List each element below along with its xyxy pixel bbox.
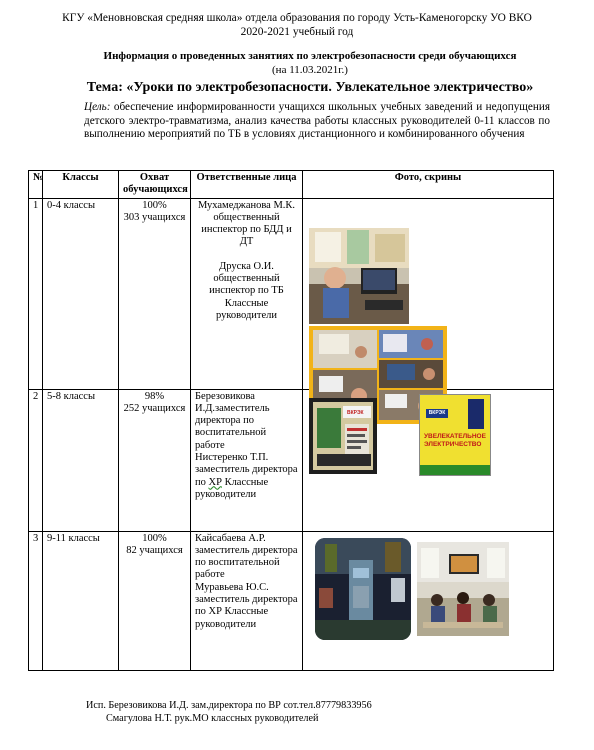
coverage-pct: 100% <box>142 199 167 211</box>
row-num: 3 <box>29 531 43 670</box>
goal-paragraph <box>84 101 550 142</box>
col-header-classes: Классы <box>43 171 119 199</box>
coverage-count: 82 учащихся <box>126 544 183 556</box>
poster-bottom-bar <box>420 465 490 475</box>
coverage-pct: 100% <box>142 532 167 544</box>
footer-methodist: Смагулова Н.Т. рук.МО классных руководителей <box>106 713 319 724</box>
coverage-count: 252 учащихся <box>123 402 186 414</box>
info-title: Информация о проведенных занятиях по электробезопасности среди обучающихся <box>103 50 517 62</box>
responsible-b-text: Нистеренко Т.П. заместитель директора по <box>195 452 298 488</box>
coverage-pct: 98% <box>144 390 165 402</box>
col-header-photos: Фото, скрины <box>303 171 554 199</box>
poster-logo: ВКРЭК <box>426 409 448 418</box>
goal-label: Цель: <box>84 101 111 113</box>
row-photos <box>303 198 554 389</box>
table-row <box>29 198 554 389</box>
poster-bolt <box>468 399 484 429</box>
responsible-a: Березовикова И.Д.заместитель директора по воспитательной работе <box>195 390 270 451</box>
topic-title: Тема: «Уроки по электробезопасности. Увлекательное электричество» <box>86 80 534 95</box>
responsible-a: Мухамеджанова М.К. общественный инспектор по БДД и ДТ <box>197 199 296 248</box>
footer-executor: Исп. Березовикова И.Д. зам.директора по ВР сот.тел.87779833956 <box>86 700 372 711</box>
school-header: КГУ «Меновновская средняя школа» отдела образования по городу Усть-Каменогорску УО ВКО <box>62 12 532 24</box>
classroom-students-photo <box>417 542 509 636</box>
responsible-b-dept: ХР <box>208 476 222 488</box>
row-responsible <box>191 198 303 389</box>
school-year: 2020-2021 учебный год <box>240 26 354 38</box>
row-photos <box>303 389 554 531</box>
electricity-poster <box>419 394 491 476</box>
col-header-num: № <box>29 171 43 199</box>
row-num: 1 <box>29 198 43 389</box>
row-classes: 0-4 классы <box>43 198 119 389</box>
events-table <box>28 170 554 671</box>
row-photos <box>303 531 554 670</box>
coverage-count: 303 учащихся <box>123 211 186 223</box>
row-classes: 9-11 классы <box>43 531 119 670</box>
presentation-screenshot <box>309 398 377 474</box>
table-header-row <box>29 171 554 199</box>
table-row <box>29 389 554 531</box>
row-classes: 5-8 классы <box>43 389 119 531</box>
row-num: 2 <box>29 389 43 531</box>
poster-title: УВЕЛЕКАТЕЛЬНОЕ ЭЛЕКТРИЧЕСТВО <box>424 432 486 448</box>
info-date: (на 11.03.2021г.) <box>272 64 348 76</box>
responsible-b <box>195 452 298 501</box>
table-row <box>29 531 554 670</box>
row-coverage <box>119 531 191 670</box>
responsible-a: Кайсабаева А.Р. заместитель директора по воспитательной работе <box>195 532 298 581</box>
goal-text: обеспечение информированности учащихся школьных учебных заведений и недопущения детского электро-травматизма, анализ качества работы классных руководителей 0-11 классов по выполнению мероприятий по ТБ в условиях дистанционного и комбинированного обучения <box>84 101 550 140</box>
row-responsible <box>191 531 303 670</box>
row-responsible <box>191 389 303 531</box>
classroom-photo <box>309 228 409 324</box>
transformer-photo <box>315 538 411 640</box>
row-coverage <box>119 389 191 531</box>
col-header-coverage: Охват обучающихся <box>119 171 191 199</box>
responsible-b: Друска О.И. общественный инспектор по ТБ Классные руководители <box>209 260 284 321</box>
responsible-b-tail: Классные руководители <box>195 476 269 500</box>
responsible-b: Муравьева Ю.С. заместитель директора по ХР Классные руководители <box>195 581 298 630</box>
col-header-responsible: Ответственные лица <box>191 171 303 199</box>
presentation-logo: ВКРЭК <box>347 409 364 416</box>
row-coverage <box>119 198 191 389</box>
